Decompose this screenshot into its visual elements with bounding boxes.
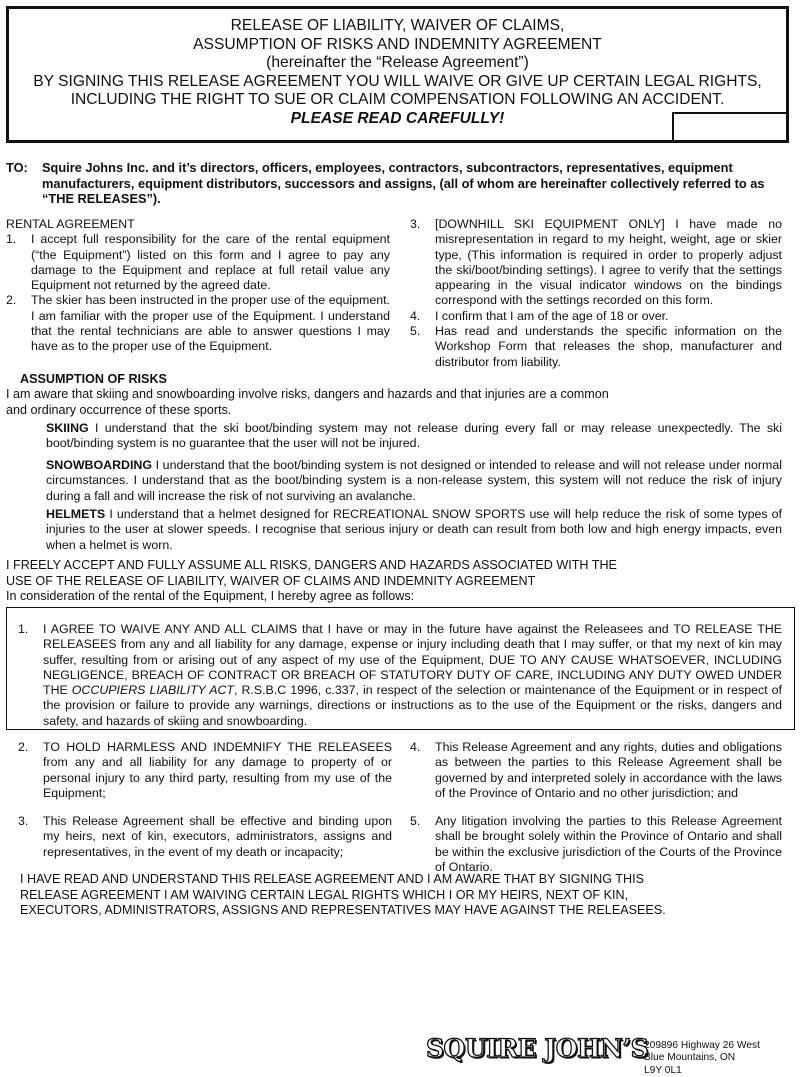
helmets-text: I understand that a helmet designed for RECREATIONAL SNOW SPORTS use will help reduce the risk of some types of injuries to the user at slower speeds. I recognise that serious injury or death can result from both low and high energy impacts, even when a helmet is worn. xyxy=(46,507,782,552)
closing-line-1: I HAVE READ AND UNDERSTAND THIS RELEASE AGREEMENT AND I AM AWARE THAT BY SIGNING THIS xyxy=(20,872,644,886)
helmets-paragraph xyxy=(46,507,782,553)
list-item: 4. I confirm that I am of the age of 18 or over. xyxy=(410,308,669,323)
skiing-text: I understand that the ski boot/binding system may not release during every fall or may release unexpectedly. The ski boot/binding system is no guarantee that the user will not be injured. xyxy=(46,421,782,451)
rental-right-column xyxy=(410,217,782,370)
acceptance-statement xyxy=(6,558,786,605)
squire-johns-logo: SQUIRE JOHN’S xyxy=(426,1034,649,1063)
list-item: 3. This Release Agreement shall be effective and binding upon my heirs, next of kin, executors, administrators, assigns and representatives, in the event of my death or incapacity; xyxy=(18,814,392,859)
terms-left-column xyxy=(18,740,392,860)
risks-intro xyxy=(6,387,786,418)
list-item: 5. Any litigation involving the parties to this Release Agreement shall be brought solely within the Province of Ontario and shall be within the exclusive jurisdiction of the Courts of the Province of Ontario. xyxy=(410,814,782,875)
snowboarding-text: I understand that the boot/binding system is not designed or intended to release and will not release under normal circumstances. I understand that as the boot/binding system is a non-release system, this system will not reduce the risk of injury during a fall and will increase the risk of not surviving an avalanche. xyxy=(46,458,782,503)
acceptance-line-1: I FREELY ACCEPT AND FULLY ASSUME ALL RISKS, DANGERS AND HAZARDS ASSOCIATED WITH THE xyxy=(6,558,617,572)
list-item: 5. Has read and understands the specific information on the Workshop Form that releases the shop, manufacturer and distributor from liability. xyxy=(410,324,782,369)
header-please-read: PLEASE READ CAREFULLY! xyxy=(290,109,505,127)
closing-statement xyxy=(20,872,780,919)
list-item: 4. This Release Agreement and any rights, duties and obligations as between the parties to this Release Agreement shall be governed by and interpreted solely in accordance with the laws of the Province of Ontario and no other jurisdiction; and xyxy=(410,740,782,800)
to-line-2: manufacturers, equipment distributors, successors and assigns, (all of whom are hereinafter collectively referred to as xyxy=(42,175,765,191)
header-line-2: ASSUMPTION OF RISKS AND INDEMNITY AGREEMENT xyxy=(193,35,602,53)
closing-line-2: RELEASE AGREEMENT I AM WAIVING CERTAIN LEGAL RIGHTS WHICH I OR MY HEIRS, NEXT OF KIN, xyxy=(20,887,629,902)
risks-intro-line-1: I am aware that skiing and snowboarding involve risks, dangers and hazards and that injuries are a common xyxy=(6,387,609,401)
waiver-text-a: I AGREE TO WAIVE ANY AND ALL CLAIMS that I have or may in the future have against the Releasees and TO RELEASE THE RELEASEES from any and all liability for any damage, expense or injury including death that I may suffer, or that my next of kin may suffer, resulting from or arising out of any aspect of my use of the Equipment, DUE TO ANY CAUSE WHATSOEVER, INCLUDING NEGLIGENCE, BREACH OF CONTRACT OR BREACH OF STATUTORY DUTY OF CARE, INCLUDING ANY DUTY OWED UNDER THE xyxy=(43,622,782,698)
closing-line-3: EXECUTORS, ADMINISTRATORS, ASSIGNS AND REPRESENTATIVES MAY HAVE AGAINST THE RELEASEES. xyxy=(20,903,666,918)
header-title-block xyxy=(9,17,786,129)
to-paragraph xyxy=(6,160,786,207)
risks-intro-line-2: and ordinary occurrence of these sports. xyxy=(6,402,232,417)
header-corner-box xyxy=(672,112,786,140)
list-item: 3. [DOWNHILL SKI EQUIPMENT ONLY] I have made no misrepresentation in regard to my height, weight, age or skier type, (This information is required in order to properly adjust the ski/boot/binding settings). I agree to verify that the settings appearing in the visual indicator windows on the bindings correspond with the settings recorded on this form. xyxy=(410,217,782,308)
address-line-2: Blue Mountains, ON xyxy=(644,1052,736,1064)
waiver-act-name: OCCUPIERS LIABILITY ACT xyxy=(71,683,235,698)
document-header xyxy=(6,6,789,143)
list-item: 2. TO HOLD HARMLESS AND INDEMNIFY THE RELEASEES from any and all liability for any damage to property of or personal injury to any third party, resulting from my use of the Equipment; xyxy=(18,740,392,800)
list-item: 2. The skier has been instructed in the proper use of the equipment. I am familiar with the proper use of the Equipment. I understand that the rental technicians are able to answer questions I may have as to the proper use of the Equipment. xyxy=(6,293,390,354)
header-line-5: INCLUDING THE RIGHT TO SUE OR CLAIM COMPENSATION FOLLOWING AN ACCIDENT. xyxy=(70,91,725,109)
snowboarding-paragraph xyxy=(46,458,782,504)
list-item: 1. I accept full responsibility for the care of the rental equipment (“the Equipment”) listed on this form and I agree to pay any damage to the Equipment and replace at full retail value any Equipment not returned by the agreed date. xyxy=(6,232,390,293)
skiing-paragraph xyxy=(46,421,782,452)
acceptance-line-2: USE OF THE RELEASE OF LIABILITY, WAIVER OF CLAIMS AND INDEMNITY AGREEMENT xyxy=(6,573,536,588)
risks-section xyxy=(20,372,780,388)
skiing-label: SKIING xyxy=(46,421,89,435)
address-line-3: L9Y 0L1 xyxy=(644,1064,682,1076)
header-line-1: RELEASE OF LIABILITY, WAIVER OF CLAIMS, xyxy=(230,17,565,34)
snowboarding-label: SNOWBOARDING xyxy=(46,458,153,472)
address-line-1: 209896 Highway 26 West xyxy=(644,1040,760,1051)
to-line-1: Squire Johns Inc. and it’s directors, officers, employees, contractors, subcontractors, representatives, equipment xyxy=(42,160,733,175)
to-line-3: “THE RELEASES”). xyxy=(42,191,161,207)
acceptance-line-3: In consideration of the rental of the Equipment, I hereby agree as follows: xyxy=(6,589,415,604)
footer-address xyxy=(644,1040,760,1077)
to-label: TO: xyxy=(6,160,28,175)
waiver-text-b: , R.S.B.C 1996, c.337, in respect of the selection or maintenance of the Equipment or in respect of the provision or failure to provide any warnings, directions or instructions as to the use of the Equipment or the risks, dangers and safety, and hazards of skiing and snowboarding. xyxy=(43,683,782,728)
helmets-label: HELMETS xyxy=(46,507,106,521)
terms-right-column xyxy=(410,740,782,875)
list-item: 1. I AGREE TO WAIVE ANY AND ALL CLAIMS that I have or may in the future have against the Releasees and TO RELEASE THE RELEASEES from any and all liability for any damage, expense or injury including death that I may suffer, or that my next of kin may suffer, resulting from or arising out of any aspect of my use of the Equipment, DUE TO ANY CAUSE WHATSOEVER, INCLUDING NEGLIGENCE, BREACH OF CONTRACT OR BREACH OF STATUTORY DUTY OF CARE, INCLUDING ANY DUTY OWED UNDER THE OCCUPIERS LIABILITY ACT, R.S.B.C 1996, c.337, in respect of the selection or maintenance of the Equipment or in respect of the provision or failure to provide any warnings, directions or instructions as to the use of the Equipment or the risks, dangers and safety, and hazards of skiing and snowboarding. xyxy=(18,622,782,728)
rental-left-column xyxy=(6,217,390,355)
risks-title: ASSUMPTION OF RISKS xyxy=(20,372,167,386)
rental-title: RENTAL AGREEMENT xyxy=(6,217,135,231)
header-line-3: (hereinafter the “Release Agreement”) xyxy=(266,54,529,72)
waiver-clause xyxy=(18,622,782,729)
header-line-4: BY SIGNING THIS RELEASE AGREEMENT YOU WILL WAIVE OR GIVE UP CERTAIN LEGAL RIGHTS, xyxy=(33,72,762,90)
